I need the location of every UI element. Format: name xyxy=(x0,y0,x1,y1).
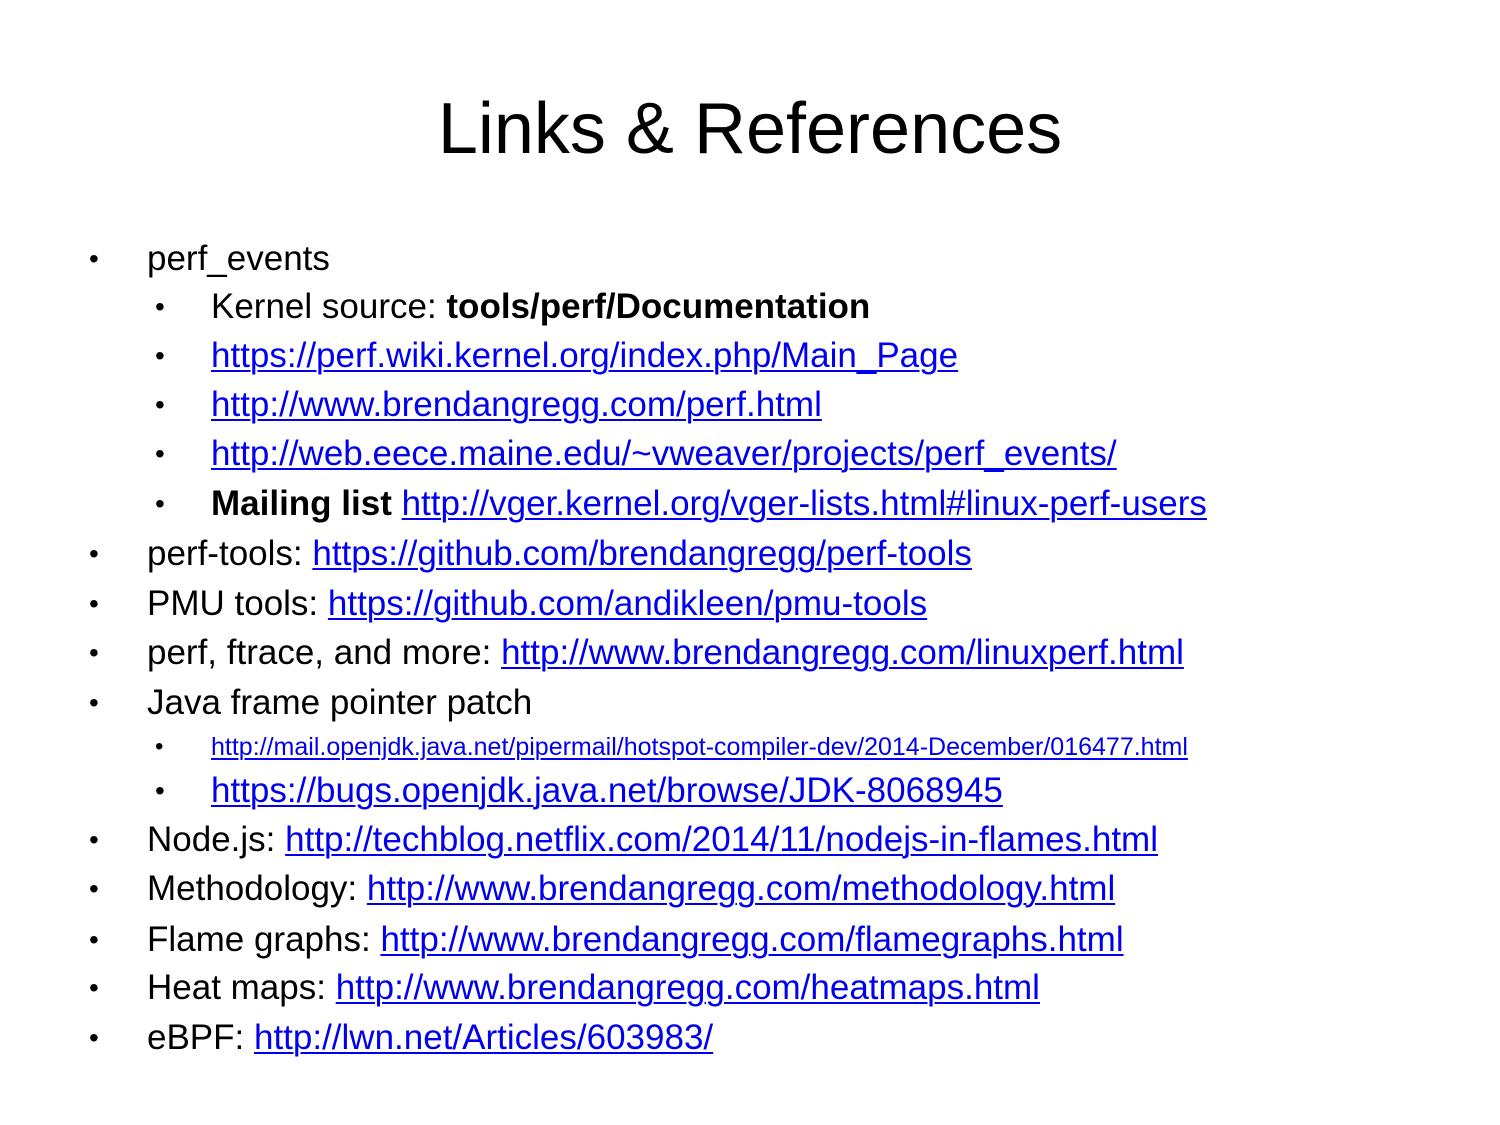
item-label: Kernel source: xyxy=(211,287,447,326)
vweaver-link[interactable]: http://web.eece.maine.edu/~vweaver/projects/perf_events/ xyxy=(211,434,1117,473)
bullet-icon: • xyxy=(155,340,165,371)
flame-graphs-link[interactable]: http://www.brendangregg.com/flamegraphs.html xyxy=(380,920,1124,959)
bullet-icon: • xyxy=(155,389,165,420)
linuxperf-link[interactable]: http://www.brendangregg.com/linuxperf.html xyxy=(501,633,1184,672)
bullet-icon: • xyxy=(89,687,99,718)
list-item-nodejs xyxy=(89,820,1158,860)
java-bug-link[interactable]: https://bugs.openjdk.java.net/browse/JDK-8068945 xyxy=(211,771,1003,810)
list-item-kernel-source xyxy=(155,287,871,327)
java-mail-link[interactable]: http://mail.openjdk.java.net/pipermail/hotspot-compiler-dev/2014-December/016477.html xyxy=(211,733,1188,761)
perf-tools-link[interactable]: https://github.com/brendangregg/perf-tools xyxy=(312,534,972,573)
heat-maps-link[interactable]: http://www.brendangregg.com/heatmaps.html xyxy=(335,968,1040,1007)
item-label: perf-tools: xyxy=(147,534,313,573)
item-label: perf, ftrace, and more: xyxy=(147,633,502,672)
list-item-flame-graphs xyxy=(89,920,1124,960)
item-label: Java frame pointer patch xyxy=(147,683,533,722)
list-item-perf-wiki xyxy=(155,336,959,376)
list-item-mailing-list xyxy=(155,484,1207,524)
item-label: Flame graphs: xyxy=(147,920,381,959)
mailing-list-link[interactable]: http://vger.kernel.org/vger-lists.html#linux-perf-users xyxy=(401,484,1207,523)
list-item-perf-tools xyxy=(89,534,972,574)
nodejs-link[interactable]: http://techblog.netflix.com/2014/11/nodejs-in-flames.html xyxy=(285,820,1158,859)
list-item-ebpf xyxy=(89,1018,714,1058)
perf-wiki-link[interactable]: https://perf.wiki.kernel.org/index.php/Main_Page xyxy=(211,336,959,375)
list-item-brendan-perf xyxy=(155,385,822,425)
bullet-icon: • xyxy=(155,438,165,469)
list-item-java-frame-pointer xyxy=(89,683,533,723)
methodology-link[interactable]: http://www.brendangregg.com/methodology.html xyxy=(366,869,1116,908)
bullet-icon: • xyxy=(89,824,99,855)
list-item-methodology xyxy=(89,869,1116,909)
bullet-icon: • xyxy=(155,291,165,322)
item-label: Node.js: xyxy=(147,820,286,859)
item-label: Heat maps: xyxy=(147,968,336,1007)
bullet-icon: • xyxy=(155,488,165,519)
pmu-tools-link[interactable]: https://github.com/andikleen/pmu-tools xyxy=(327,584,928,623)
bullet-icon: • xyxy=(89,243,99,274)
item-label: PMU tools: xyxy=(147,584,328,623)
item-label: eBPF: xyxy=(147,1018,254,1057)
bullet-icon: • xyxy=(89,1022,99,1053)
list-item-perf-events xyxy=(89,239,330,279)
bullet-icon: • xyxy=(155,775,165,806)
list-item-perf-ftrace xyxy=(89,633,1184,673)
list-item-vweaver xyxy=(155,434,1117,474)
bullet-icon: • xyxy=(89,588,99,619)
bullet-icon: • xyxy=(89,972,99,1003)
list-item-java-mail xyxy=(155,727,1188,767)
kernel-source-path: tools/perf/Documentation xyxy=(446,287,871,326)
item-label: perf_events xyxy=(147,239,330,278)
item-label: Methodology: xyxy=(147,869,367,908)
mailing-list-label: Mailing list xyxy=(211,484,392,523)
slide-title: Links & References xyxy=(437,89,1063,169)
list-item-heat-maps xyxy=(89,968,1040,1008)
bullet-icon: • xyxy=(155,733,164,760)
list-item-java-bug xyxy=(155,771,1003,811)
ebpf-link[interactable]: http://lwn.net/Articles/603983/ xyxy=(253,1018,714,1057)
bullet-icon: • xyxy=(89,637,99,668)
list-item-pmu-tools xyxy=(89,584,928,624)
bullet-icon: • xyxy=(89,924,99,955)
brendan-perf-link[interactable]: http://www.brendangregg.com/perf.html xyxy=(211,385,822,424)
bullet-icon: • xyxy=(89,538,99,569)
bullet-icon: • xyxy=(89,873,99,904)
